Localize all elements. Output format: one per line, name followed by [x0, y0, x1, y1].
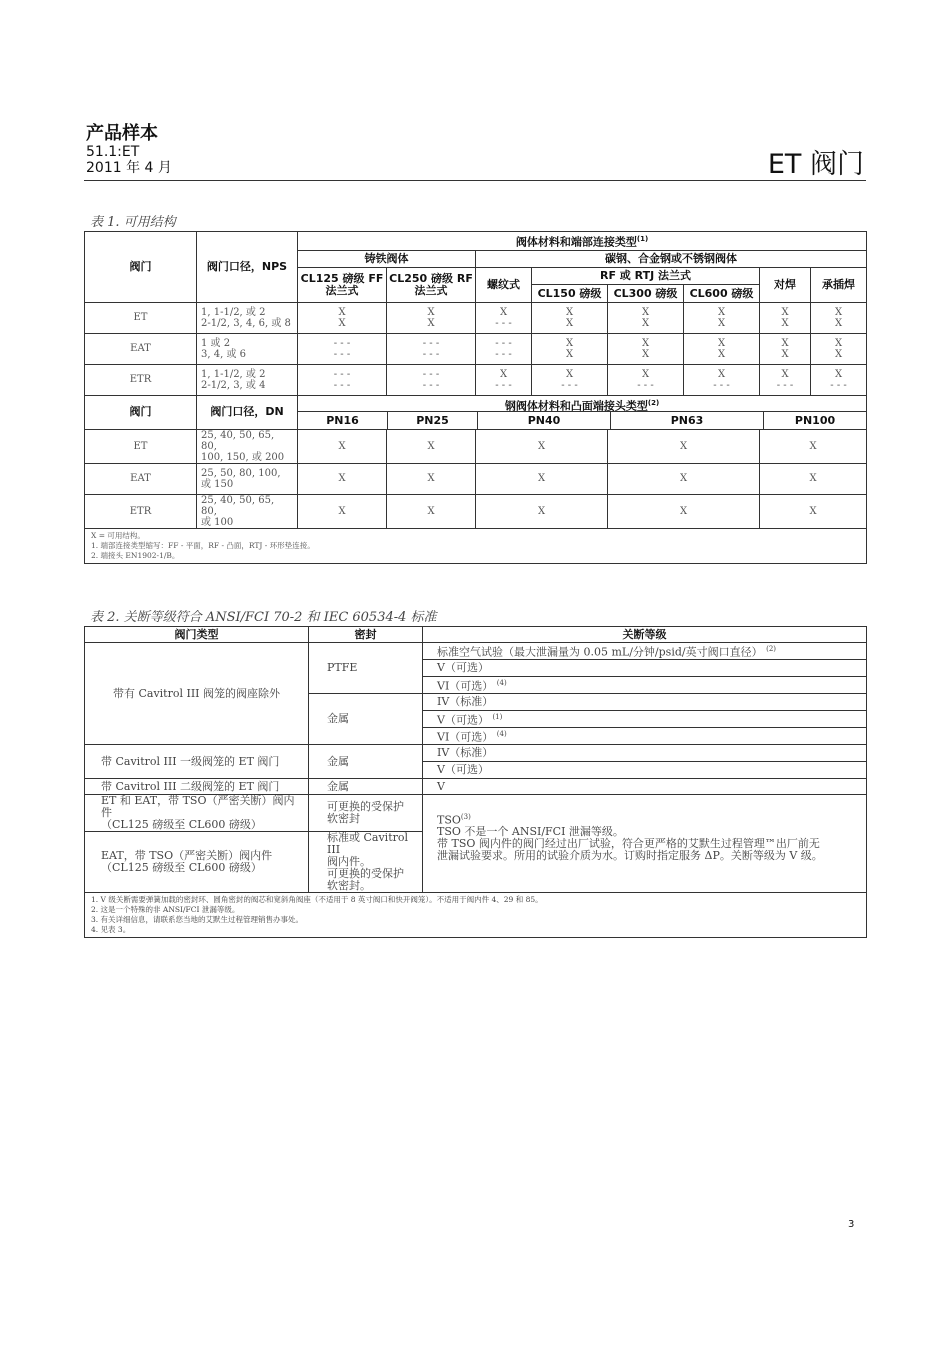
table1-caption: 表 1. 可用结构: [90, 215, 176, 230]
t1-h-cl125: CL125 磅级 FF 法兰式: [298, 267, 387, 302]
t1-dn-row: [85, 463, 867, 494]
t1-avail-cell: X - - -: [532, 364, 608, 395]
t1-h-size-nps: 阀门口径，NPS: [197, 232, 298, 303]
t1-valve-cell: EAT: [85, 333, 197, 364]
t1-avail-cell: X - - -: [608, 364, 684, 395]
t2-r1-a3: VI（可选） $^{(4)}$: [423, 677, 867, 694]
t1-avail-cell: X X: [760, 333, 811, 364]
t1-h-steel-end: 钢阀体材料和凸面端接头类型$^{(2)}$ PN16 PN25 PN40 PN63 PN100: [298, 395, 867, 429]
table2: [84, 626, 867, 938]
t1-avail-cell: - - - - - -: [387, 364, 476, 395]
t2-r1-b3: VI（可选） $^{(4)}$: [423, 728, 867, 745]
t2-h-class: 关断等级: [423, 627, 867, 643]
t1-size-cell: 1, 1-1/2, 或 2 2-1/2, 3, 4, 6, 或 8: [197, 302, 298, 333]
t2-r5-seal: 标准或 Cavitrol III 阀内件。 可更换的受保护 软密封。: [309, 832, 423, 893]
t1-avail-cell: X X: [608, 302, 684, 333]
t2-r1-a2: V（可选）: [423, 660, 867, 677]
t1-avail-cell: X - - -: [760, 364, 811, 395]
t1-h-pn25: PN25: [388, 412, 478, 429]
t1-avail-cell: X: [476, 429, 608, 463]
t1-h-valve-2: 阀门: [85, 395, 197, 429]
doc-date: 2011 年 4 月: [86, 160, 172, 176]
page-number: 3: [848, 1219, 855, 1230]
t1-h-cl300: CL300 磅级: [608, 285, 684, 302]
t1-h-pn63: PN63: [611, 412, 764, 429]
t1-h-size-dn: 阀门口径，DN: [197, 395, 298, 429]
t1-h-cl600: CL600 磅级: [689, 286, 754, 300]
t2-r3-type: 带 Cavitrol III 二级阀笼的 ET 阀门: [85, 779, 309, 795]
t1-avail-cell: X X: [532, 333, 608, 364]
header-rule: [84, 180, 866, 181]
t2-r1-a1: 标准空气试验（最大泄漏量为 0.05 mL/分钟/psid/英寸阀口直径） $^{(2)}$: [423, 643, 867, 660]
t1-h-carbon: 碳钢、合金钢或不锈钢阀体: [476, 250, 867, 267]
t1-avail-cell: X: [298, 463, 387, 494]
t1-nps-row: [85, 302, 867, 333]
t1-size-cell: 1 或 2 3, 4, 或 6: [197, 333, 298, 364]
t2-r1-seal-b: 金属: [309, 694, 423, 745]
t1-size-cell: 25, 40, 50, 65, 80, 100, 150, 或 200: [197, 429, 298, 463]
t1-avail-cell: X - - -: [476, 364, 532, 395]
t1-avail-cell: X - - -: [811, 364, 867, 395]
t1-avail-cell: X: [476, 463, 608, 494]
t1-h-pn40: PN40: [478, 412, 611, 429]
t1-h-cl150: CL150 磅级: [532, 285, 608, 302]
t1-valve-cell: EAT: [85, 463, 197, 494]
t1-dn-row: [85, 429, 867, 463]
doc-number: 51.1:ET: [86, 144, 140, 160]
t1-valve-cell: ETR: [85, 364, 197, 395]
t1-avail-cell: - - - - - -: [476, 333, 532, 364]
t2-r5-type: EAT，带 TSO（严密关断）阀内件 （CL125 磅级至 CL600 磅级）: [85, 832, 309, 893]
t1-avail-cell: X: [298, 429, 387, 463]
t1-avail-cell: X X: [387, 302, 476, 333]
t2-r3-c1: V: [423, 779, 867, 795]
t1-avail-cell: - - - - - -: [387, 333, 476, 364]
t2-h-type: 阀门类型: [85, 627, 309, 643]
t2-r2-c2: V（可选）: [423, 762, 867, 779]
t1-nps-row: [85, 364, 867, 395]
t2-r2-c1: IV（标准）: [423, 745, 867, 762]
t1-valve-cell: ET: [85, 302, 197, 333]
t1-avail-cell: X X: [532, 302, 608, 333]
t1-avail-cell: X: [387, 429, 476, 463]
t2-r1-seal-a: PTFE: [309, 643, 423, 694]
table1: [84, 231, 867, 564]
t1-size-cell: 25, 50, 80, 100, 或 150: [197, 463, 298, 494]
t1-valve-cell: ETR: [85, 494, 197, 528]
t1-h-body-end: 阀体材料和端部连接类型$^{(1)}$: [298, 232, 867, 251]
t1-avail-cell: - - - - - -: [298, 333, 387, 364]
t1-size-cell: 25, 40, 50, 65, 80, 或 100: [197, 494, 298, 528]
t2-tso-cell: TSO$^{(3)}$ TSO 不是一个 ANSI/FCI 泄漏等级。 带 TSO 阀内件的阀门经过出厂试验，符合更严格的艾默生过程管理™出厂前无 泄漏试验要求。所用的试验介质为水。订购时指定服务 ΔP。关断等级为 V 级。: [423, 795, 867, 893]
t1-avail-cell: X: [298, 494, 387, 528]
t2-r4-seal: 可更换的受保护 软密封: [309, 795, 423, 832]
t1-avail-cell: X X: [811, 333, 867, 364]
t1-avail-cell: X: [387, 494, 476, 528]
t1-avail-cell: X: [387, 463, 476, 494]
t2-r3-seal: 金属: [309, 779, 423, 795]
t1-avail-cell: X X: [684, 333, 760, 364]
t1-h-pn16: PN16: [298, 412, 388, 429]
t2-r2-seal: 金属: [309, 745, 423, 779]
t1-avail-cell: X: [760, 429, 867, 463]
t1-avail-cell: X: [476, 494, 608, 528]
t1-avail-cell: X - - -: [684, 364, 760, 395]
t1-avail-cell: X X: [811, 302, 867, 333]
t1-notes: X = 可用结构。 1. 端部连接类型缩写：FF - 平面，RF - 凸面，RTJ - 环形垫连接。 2. 端接头 EN1902-1/B。: [85, 528, 867, 563]
t1-avail-cell: X X: [684, 302, 760, 333]
t2-r1-type: 带有 Cavitrol III 阀笼的阀座除外: [85, 643, 309, 745]
t2-r2-type: 带 Cavitrol III 一级阀笼的 ET 阀门: [85, 745, 309, 779]
t1-h-rf-rtj: RF 或 RTJ 法兰式 CL150 磅级 CL300 磅级 CL600 磅级: [532, 267, 760, 302]
t1-avail-cell: X: [608, 463, 760, 494]
t1-h-pn100: PN100: [794, 413, 836, 427]
t2-r1-b2: V（可选） $^{(1)}$: [423, 711, 867, 728]
doc-type: 产品样本: [86, 123, 158, 144]
t1-avail-cell: X: [608, 429, 760, 463]
t1-h-socketweld: 承插焊: [811, 267, 867, 302]
t2-notes: 1. V 级关断需要弹簧加载的密封环、圆角密封的阀芯和宽斜角阀座（不适用于 8 英寸阀口和快开阀笼）。不适用于阀内件 4、29 和 85。 2. 这是一个特殊的非 ANSI/FCI 泄漏等级。 3. 有关详细信息，请联系您当地的艾默生过程管理销售办事处。 4. 见表 3。: [85, 893, 867, 938]
t1-avail-cell: X: [760, 463, 867, 494]
t2-r4-type: ET 和 EAT，带 TSO（严密关断）阀内件 （CL125 磅级至 CL600 磅级）: [85, 795, 309, 832]
t1-avail-cell: X X: [298, 302, 387, 333]
t1-nps-row: [85, 333, 867, 364]
t1-avail-cell: X X: [760, 302, 811, 333]
t1-avail-cell: - - - - - -: [298, 364, 387, 395]
t1-h-buttweld: 对焊: [760, 267, 811, 302]
t1-dn-row: [85, 494, 867, 528]
t2-h-seal: 密封: [309, 627, 423, 643]
t1-h-cl250: CL250 磅级 RF 法兰式: [387, 267, 476, 302]
table2-caption: 表 2. 关断等级符合 ANSI/FCI 70-2 和 IEC 60534-4 标准: [90, 610, 437, 625]
t1-valve-cell: ET: [85, 429, 197, 463]
product-title: ET 阀门: [767, 149, 864, 180]
t2-r1-b1: IV（标准）: [423, 694, 867, 711]
t1-avail-cell: X - - -: [476, 302, 532, 333]
t1-size-cell: 1, 1-1/2, 或 2 2-1/2, 3, 或 4: [197, 364, 298, 395]
t1-h-valve: 阀门: [85, 232, 197, 303]
t1-h-cast-iron: 铸铁阀体: [298, 250, 476, 267]
t1-avail-cell: X X: [608, 333, 684, 364]
t1-h-screwed: 螺纹式: [476, 267, 532, 302]
document-header: [86, 124, 172, 176]
t1-avail-cell: X: [608, 494, 760, 528]
t1-avail-cell: X: [760, 494, 867, 528]
